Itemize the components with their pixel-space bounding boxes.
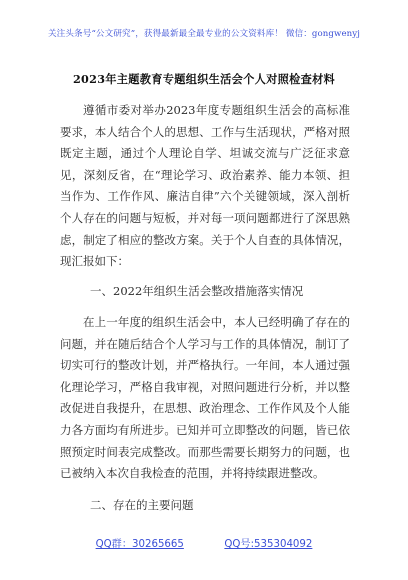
section-heading-1: 一、2022年组织生活会整改措施落实情况 bbox=[90, 284, 304, 298]
document-title: 2023年主题教育专题组织生活会个人对照检查材料 bbox=[72, 72, 336, 86]
section-1-body bbox=[60, 312, 350, 485]
intro-section bbox=[60, 100, 350, 273]
section-heading-2: 二、存在的主要问题 bbox=[90, 498, 194, 512]
section-1-paragraph: 在上一年度的组织生活会中，本人已经明确了存在的问题，并在随后结合个人学习与工作的具体情况，制订了切实可行的整改计划，并严格执行。一年间，本人通过强化理论学习，严格自我审视，对照问题进行分析，并以整改促进自我提升，在思想、政治理念、工作作风及个人能力各方面均有所进步。已知并可立即整改的问题，皆已依照预定时间表完成整改。而那些需要长期努力的问题，也已被纳入本次自我检查的范围，并将持续跟进整改。 bbox=[60, 315, 350, 481]
qq-group-link[interactable]: QQ群：30265665 bbox=[95, 539, 184, 550]
promo-banner[interactable]: 关注头条号“公文研究”，获得最新最全最专业的公文资料库！ 微信：gongwenyj bbox=[47, 29, 361, 39]
qq-number-link[interactable]: QQ号:535304092 bbox=[224, 539, 313, 550]
intro-paragraph: 遵循市委对举办2023年度专题组织生活会的高标准要求，本人结合个人的思想、工作与生活现状，严格对照既定主题，通过个人理论自学、坦诚交流与广泛征求意见，深刻反省，在“理论学习、政治素养、能力本领、担当作为、工作作风、廉洁自律”六个关键领域，深入剖析个人存在的问题与短板，并对每一项问题都进行了深思熟虑，制定了相应的整改方案。关于个人自查的具体情况，现汇报如下： bbox=[60, 103, 350, 269]
contact-footer bbox=[0, 535, 408, 550]
